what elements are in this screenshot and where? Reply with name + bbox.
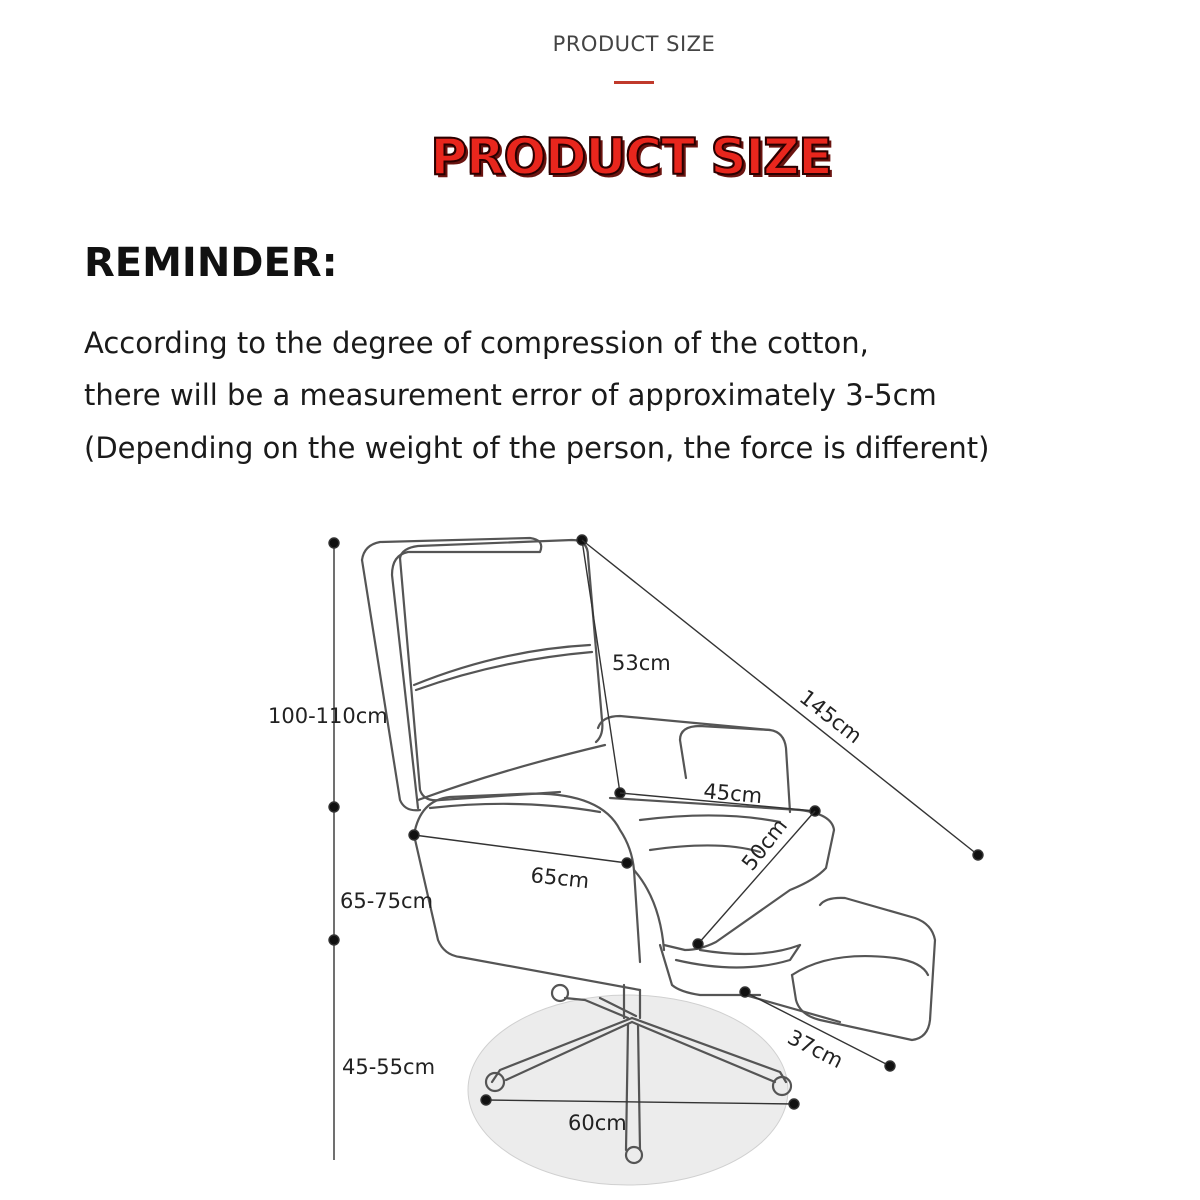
left-armrest — [414, 794, 640, 962]
reminder-heading: REMINDER: — [84, 240, 338, 286]
armrest-height-label: 65-75cm — [340, 889, 434, 913]
backrest-height-label: 53cm — [612, 651, 671, 675]
diagonal-length-label: 145cm — [794, 685, 867, 749]
reminder-line: (Depending on the weight of the person, the force is different) — [84, 431, 990, 465]
overall-width-label: 65cm — [529, 863, 591, 894]
backrest-cushion — [400, 540, 602, 742]
chair-dimension-diagram — [0, 500, 1200, 1200]
seat-depth-label: 50cm — [737, 814, 793, 876]
footrest-length-label: 37cm — [783, 1025, 847, 1074]
base-diameter-label: 60cm — [568, 1111, 627, 1135]
reminder-line: there will be a measurement error of approximately 3-5cm — [84, 378, 937, 412]
page-caption: PRODUCT SIZE — [552, 32, 716, 56]
backrest-shell — [362, 538, 541, 808]
total-height-label: 100-110cm — [268, 704, 388, 728]
page-title: PRODUCT SIZE — [430, 128, 832, 186]
caster — [552, 985, 568, 1001]
seat-height-label: 45-55cm — [342, 1055, 436, 1079]
seat-width-label: 45cm — [702, 779, 764, 809]
footrest — [792, 898, 935, 1040]
reminder-line: According to the degree of compression of the cotton, — [84, 326, 869, 360]
caption-divider — [614, 81, 654, 84]
seat-cushion — [610, 798, 834, 950]
